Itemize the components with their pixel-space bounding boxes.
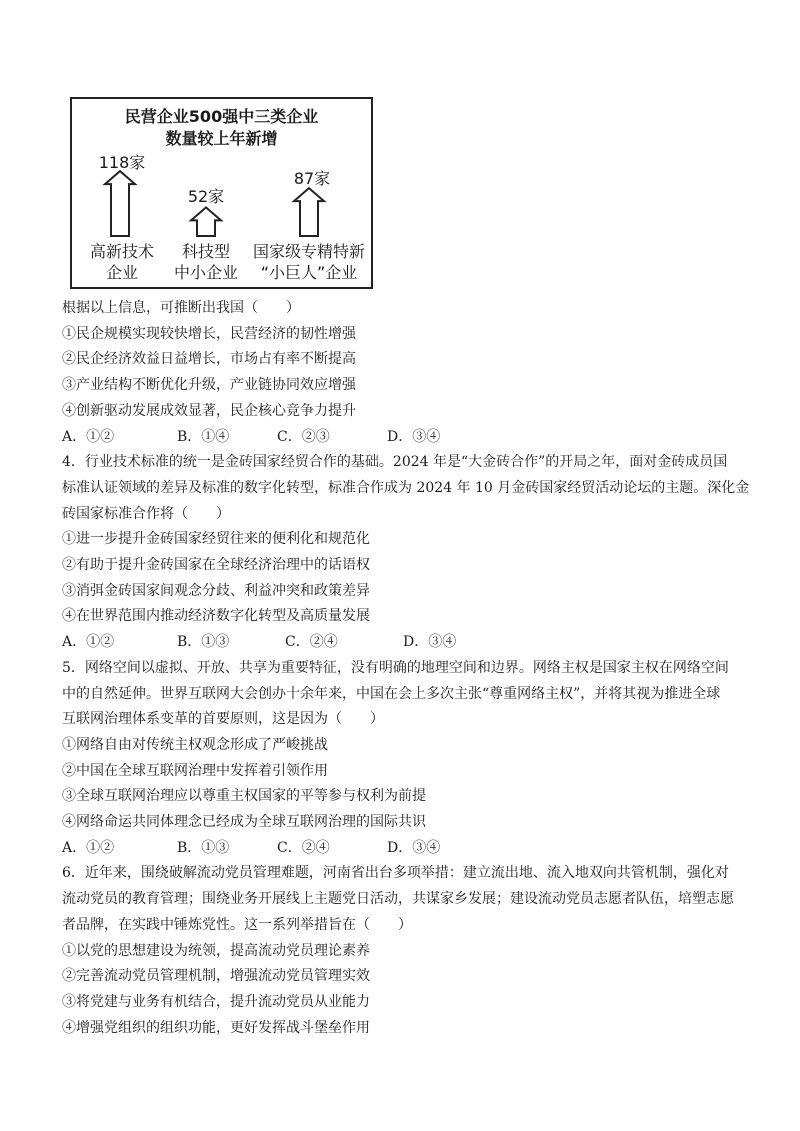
q4-stem-line2: 标准认证领域的差异及标准的数字化转型，标准合作成为 2024 年 10 月金砖国家经贸活动论坛的主题。深化金 xyxy=(62,479,750,496)
bar-figure xyxy=(70,97,373,289)
question-content xyxy=(62,296,752,1041)
q5-stem-line3: 互联网治理体系变革的首要原则，这是因为（ ） xyxy=(62,711,384,728)
q4-option-a[interactable]: A．①② xyxy=(62,634,115,651)
q4-statement-3: ③消弭金砖国家间观念分歧、利益冲突和政策差异 xyxy=(62,582,370,599)
q4-option-b[interactable]: B．①③ xyxy=(177,634,230,651)
q6-statement-4: ④增强党组织的组织功能，更好发挥战斗堡垒作用 xyxy=(62,1019,370,1036)
q4-statement-2: ②有助于提升金砖国家在全球经济治理中的话语权 xyxy=(62,557,370,574)
q3-prompt: 根据以上信息，可推断出我国（ ） xyxy=(62,300,300,316)
q4-stem-line1: 4．行业技术标准的统一是金砖国家经贸合作的基础。2024 年是“大金砖合作”的开局之年，面对金砖成员国 xyxy=(62,454,728,471)
category-label-2-line2: “小巨人”企业 xyxy=(260,263,358,282)
q3-statement-3: ③产业结构不断优化升级，产业链协同效应增强 xyxy=(62,377,356,394)
q6-statement-1: ①以党的思想建设为统领，提高流动党员理论素养 xyxy=(62,942,370,959)
q6-statement-3: ③将党建与业务有机结合，提升流动党员从业能力 xyxy=(62,993,370,1010)
q5-option-c[interactable]: C．②④ xyxy=(277,839,330,856)
q5-option-d[interactable]: D．③④ xyxy=(387,839,441,856)
q3-statement-1: ①民企规模实现较快增长，民营经济的韧性增强 xyxy=(62,325,356,342)
q3-option-d[interactable]: D．③④ xyxy=(387,428,441,445)
q3-statement-2: ②民企经济效益日益增长，市场占有率不断提高 xyxy=(62,351,356,368)
q4-option-d[interactable]: D．③④ xyxy=(403,634,457,651)
q5-option-b[interactable]: B．①③ xyxy=(177,839,230,856)
figure-title-line1: 民营企业500强中三类企业 xyxy=(124,107,319,126)
q4-statement-4: ④在世界范围内推动经济数字化转型及高质量发展 xyxy=(62,608,370,625)
q5-statement-3: ③全球互联网治理应以尊重主权国家的平等参与权利为前提 xyxy=(62,788,426,805)
q6-stem-line1: 6．近年来，围绕破解流动党员管理难题，河南省出台多项举措：建立流出地、流入地双向共管机制，强化对 xyxy=(62,865,729,882)
q3-option-b[interactable]: B．①④ xyxy=(177,428,230,445)
q3-options xyxy=(62,425,752,451)
q5-statement-1: ①网络自由对传统主权观念形成了严峻挑战 xyxy=(62,736,328,753)
category-label-2-line1: 国家级专精特新 xyxy=(252,242,365,261)
q6-stem-line3: 者品牌，在实践中锤炼党性。这一系列举措旨在（ ） xyxy=(62,916,412,933)
q5-statement-4: ④网络命运共同体理念已经成为全球互联网治理的国际共识 xyxy=(62,814,426,831)
arrow-bar-1 xyxy=(191,207,221,236)
q4-options xyxy=(62,630,752,656)
category-label-1-line1: 科技型 xyxy=(181,242,230,261)
count-label-2: 87家 xyxy=(293,169,331,188)
figure-title-line2: 数量较上年新增 xyxy=(165,129,278,148)
arrow-bar-0 xyxy=(105,171,135,236)
category-label-0-line1: 高新技术 xyxy=(89,242,154,261)
q5-stem-line1: 5．网络空间以虚拟、开放、共享为重要特征，没有明确的地理空间和边界。网络主权是国家主权在网络空间 xyxy=(62,659,729,676)
q5-options xyxy=(62,836,752,862)
category-label-0-line2: 企业 xyxy=(105,263,138,282)
q4-stem-line3: 砖国家标准合作将（ ） xyxy=(62,505,230,522)
q5-option-a[interactable]: A．①② xyxy=(62,839,115,856)
q6-statement-2: ②完善流动党员管理机制，增强流动党员管理实效 xyxy=(62,968,370,985)
arrow-bar-2 xyxy=(294,188,324,236)
q5-statement-2: ②中国在全球互联网治理中发挥着引领作用 xyxy=(62,762,328,779)
q3-option-c[interactable]: C．②③ xyxy=(277,428,330,445)
q5-stem-line2: 中的自然延伸。世界互联网大会创办十余年来，中国在会上多次主张“尊重网络主权”，并将其视为推进全球 xyxy=(62,685,721,702)
q3-option-a[interactable]: A．①② xyxy=(62,428,115,445)
q6-stem-line2: 流动党员的教育管理；围绕业务开展线上主题党日活动，共谋家乡发展；建设流动党员志愿者队伍，培塑志愿 xyxy=(62,891,734,908)
count-label-1: 52家 xyxy=(187,187,225,206)
q3-statement-4: ④创新驱动发展成效显著，民企核心竞争力提升 xyxy=(62,402,356,419)
q4-statement-1: ①进一步提升金砖国家经贸往来的便利化和规范化 xyxy=(62,531,370,548)
category-label-1-line2: 中小企业 xyxy=(173,263,238,282)
q4-option-c[interactable]: C．②④ xyxy=(285,634,338,651)
count-label-0: 118家 xyxy=(98,153,146,172)
